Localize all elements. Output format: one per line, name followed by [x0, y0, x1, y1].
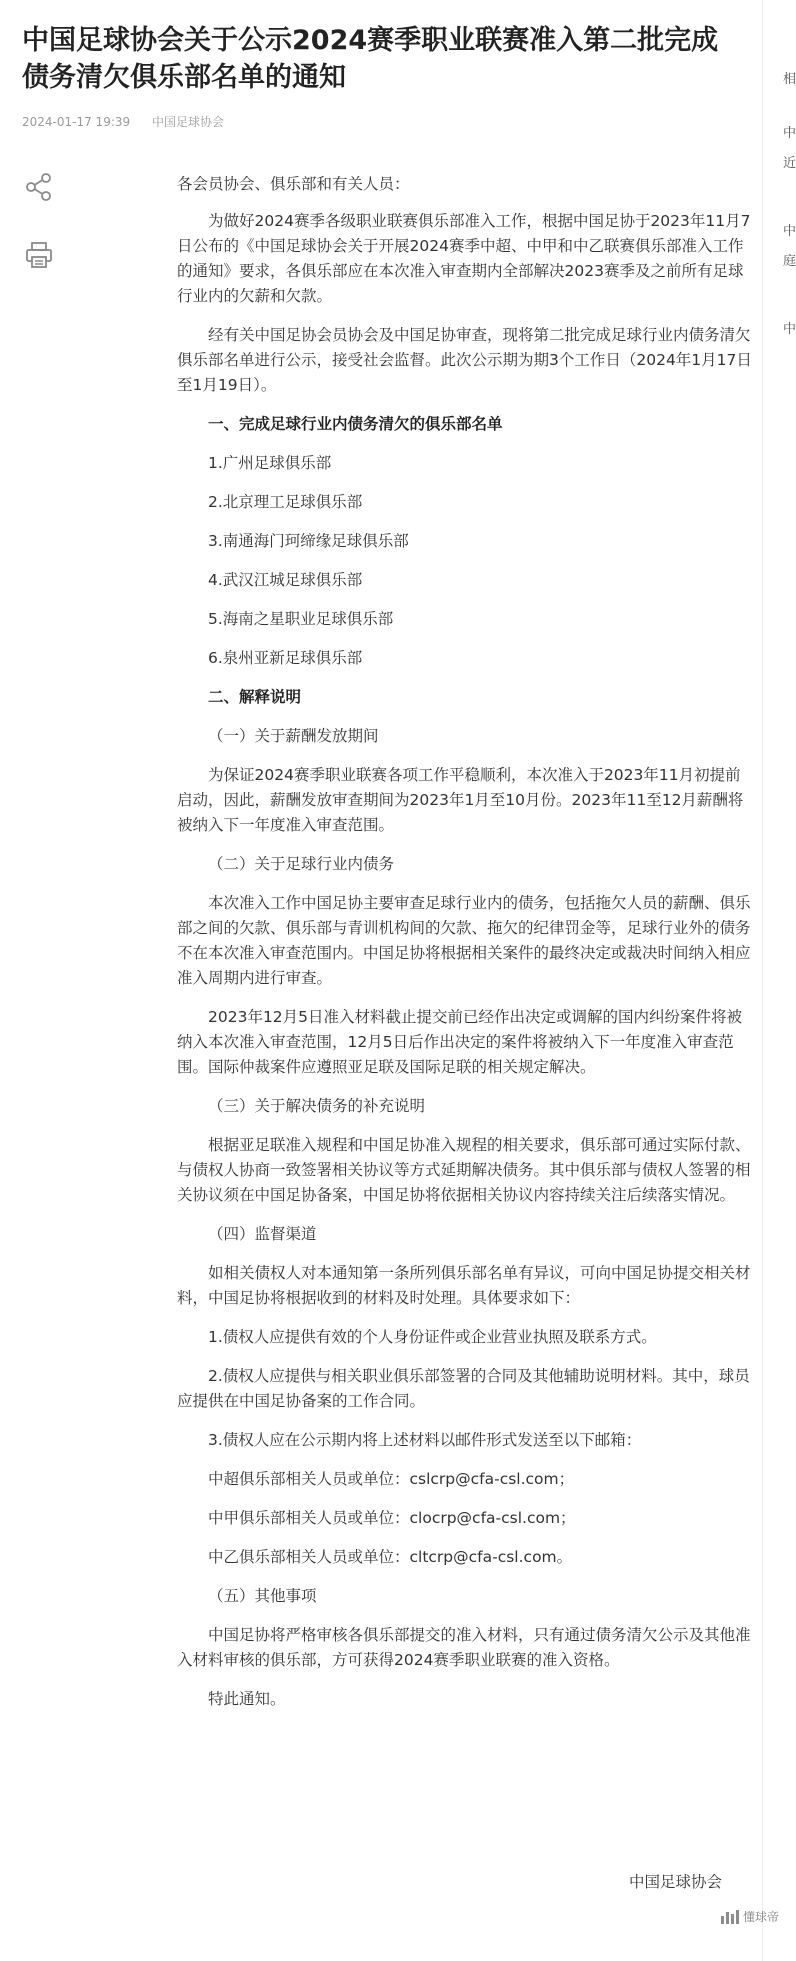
article-meta [22, 113, 224, 130]
paragraph: 根据亚足联准入规程和中国足协准入规程的相关要求，俱乐部可通过实际付款、与债权人协商一致签署相关协议等方式延期解决债务。其中俱乐部与债权人签署的相关协议须在中国足协备案，中国足协将依据相关协议内容持续关注后续落实情况。 [177, 1136, 751, 1204]
share-button[interactable] [20, 168, 58, 206]
article-title: 中国足球协会关于公示2024赛季职业联赛准入第二批完成债务清欠俱乐部名单的通知 [22, 25, 719, 93]
paragraph: 如相关债权人对本通知第一条所列俱乐部名单有异议，可向中国足协提交相关材料，中国足协将根据收到的材料及时处理。具体要求如下： [177, 1264, 751, 1307]
sub-heading: （四）监督渠道 [208, 1225, 317, 1243]
paragraph: 经有关中国足协会员协会及中国足协审查，现将第二批完成足球行业内债务清欠俱乐部名单进行公示，接受社会监督。此次公示期为期3个工作日（2024年1月17日至1月19日）。 [177, 326, 752, 394]
club-list-item: 4.武汉江城足球俱乐部 [208, 571, 363, 589]
paragraph: 本次准入工作中国足协主要审查足球行业内的债务，包括拖欠人员的薪酬、俱乐部之间的欠款、俱乐部与青训机构间的欠款、拖欠的纪律罚金等，足球行业外的债务不在本次准入审查范围内。中国足协将根据相关案件的最终决定或裁决时间纳入相应准入周期内进行审查。 [177, 894, 751, 987]
printer-icon [24, 240, 54, 270]
paragraph: 为保证2024赛季职业联赛各项工作平稳顺利，本次准入于2023年11月初提前启动，因此，薪酬发放审查期间为2023年1月至10月份。2023年11至12月薪酬将被纳入下一年度准入审查范围。 [177, 766, 744, 834]
article-source[interactable]: 中国足球协会 [151, 115, 224, 129]
related-sidebar [762, 0, 794, 1961]
sidebar-fragment[interactable]: 中 [783, 126, 796, 141]
paragraph: 为做好2024赛季各级职业联赛俱乐部准入工作，根据中国足协于2023年11月7日公布的《中国足球协会关于开展2024赛季中超、中甲和中乙联赛俱乐部准入工作的通知》要求，各俱乐部应在本次准入审查期内全部解决2023赛季及之前所有足球行业内的欠薪和欠款。 [177, 212, 751, 305]
greeting: 各会员协会、俱乐部和有关人员： [177, 175, 410, 193]
watermark-text: 懂球帝 [742, 1910, 779, 1924]
sub-heading: （五）其他事项 [208, 1587, 317, 1605]
requirement-item: 3.债权人应在公示期内将上述材料以邮件形式发送至以下邮箱： [208, 1431, 642, 1449]
closing-line: 特此通知。 [208, 1690, 286, 1708]
email-line: 中甲俱乐部相关人员或单位：clocrp@cfa-csl.com； [208, 1509, 576, 1527]
club-list-item: 5.海南之星职业足球俱乐部 [208, 610, 394, 628]
sidebar-fragment[interactable]: 庭 [783, 254, 796, 269]
publish-date: 2024-01-17 19:39 [22, 115, 131, 129]
sidebar-fragment[interactable]: 近 [783, 156, 796, 171]
section-heading: 二、解释说明 [208, 688, 302, 706]
requirement-item: 1.债权人应提供有效的个人身份证件或企业营业执照及联系方式。 [208, 1328, 657, 1346]
paragraph: 2023年12月5日准入材料截止提交前已经作出决定或调解的国内纠纷案件将被纳入本次准入审查范围，12月5日后作出决定的案件将被纳入下一年度准入审查范围。国际仲裁案件应遵照亚足联及国际足联的相关规定解决。 [177, 1008, 743, 1076]
club-list-item: 6.泉州亚新足球俱乐部 [208, 649, 363, 667]
requirement-item: 2.债权人应提供与相关职业俱乐部签署的合同及其他辅助说明材料。其中，球员应提供在中国足协备案的工作合同。 [177, 1367, 750, 1410]
share-icon [24, 172, 54, 202]
sidebar-fragment[interactable]: 中 [783, 224, 796, 239]
email-line: 中乙俱乐部相关人员或单位：cltcrp@cfa-csl.com。 [208, 1548, 573, 1566]
sub-heading: （一）关于薪酬发放期间 [208, 727, 379, 745]
sub-heading: （三）关于解决债务的补充说明 [208, 1097, 426, 1115]
paragraph: 中国足协将严格审核各俱乐部提交的准入材料，只有通过债务清欠公示及其他准入材料审核的俱乐部，方可获得2024赛季职业联赛的准入资格。 [177, 1626, 751, 1669]
club-list-item: 1.广州足球俱乐部 [208, 454, 332, 472]
sidebar-fragment[interactable]: 中 [783, 322, 796, 337]
sub-heading: （二）关于足球行业内债务 [208, 855, 395, 873]
section-heading: 一、完成足球行业内债务清欠的俱乐部名单 [208, 415, 503, 433]
signature: 中国足球协会 [628, 1873, 722, 1891]
print-button[interactable] [20, 236, 58, 274]
club-list-item: 3.南通海门珂缔缘足球俱乐部 [208, 532, 409, 550]
club-list-item: 2.北京理工足球俱乐部 [208, 493, 363, 511]
article-body [177, 172, 755, 1726]
watermark-logo-icon [721, 1910, 739, 1924]
email-line: 中超俱乐部相关人员或单位：cslcrp@cfa-csl.com； [208, 1470, 575, 1488]
sidebar-fragment[interactable]: 相 [783, 72, 796, 87]
watermark [721, 1908, 779, 1925]
